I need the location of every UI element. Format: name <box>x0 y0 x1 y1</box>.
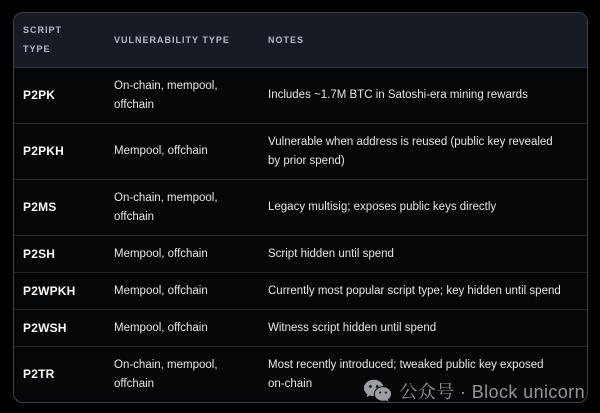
column-header-vulnerability-type: VULNERABILITY TYPE <box>114 34 230 45</box>
cell-notes: Includes ~1.7M BTC in Satoshi-era mining rewards <box>268 89 528 101</box>
cell-vulnerability-type: On-chain, mempool, offchain <box>114 358 218 390</box>
table-body <box>14 68 587 402</box>
cell-notes: Script hidden until spend <box>268 247 394 260</box>
table-header-row <box>14 13 587 68</box>
cell-script-type: P2MS <box>23 200 57 214</box>
script-vulnerability-table <box>13 12 588 403</box>
watermark <box>363 378 585 404</box>
column-header-script-type: SCRIPT TYPE <box>23 25 63 54</box>
wechat-icon <box>363 379 392 403</box>
cell-notes: Currently most popular script type; key hidden until spend <box>268 284 561 297</box>
cell-script-type: P2TR <box>23 367 55 381</box>
cell-vulnerability-type: On-chain, mempool, offchain <box>114 79 218 111</box>
table-row <box>14 179 587 235</box>
cell-script-type: P2PK <box>23 88 56 102</box>
cell-vulnerability-type: On-chain, mempool, offchain <box>114 191 218 223</box>
table-row <box>14 123 587 179</box>
column-header-notes: NOTES <box>268 34 305 45</box>
cell-notes: Most recently introduced; tweaked public key exposed on-chain <box>268 358 544 390</box>
table-row <box>14 272 587 309</box>
cell-script-type: P2PKH <box>23 144 65 158</box>
cell-vulnerability-type: Mempool, offchain <box>114 145 208 157</box>
cell-vulnerability-type: Mempool, offchain <box>114 321 208 334</box>
table-row <box>14 68 587 123</box>
cell-notes: Witness script hidden until spend <box>268 321 437 334</box>
cell-vulnerability-type: Mempool, offchain <box>114 247 208 260</box>
cell-notes: Vulnerable when address is reused (public key revealed by prior spend) <box>268 135 553 167</box>
cell-script-type: P2WSH <box>23 320 67 335</box>
cell-notes: Legacy multisig; exposes public keys directly <box>268 201 497 213</box>
table-row <box>14 235 587 272</box>
cell-script-type: P2SH <box>23 246 56 261</box>
cell-vulnerability-type: Mempool, offchain <box>114 284 208 297</box>
table-row <box>14 309 587 346</box>
watermark-text: 公众号 · Block unicorn <box>399 382 585 402</box>
cell-script-type: P2WPKH <box>23 283 76 298</box>
